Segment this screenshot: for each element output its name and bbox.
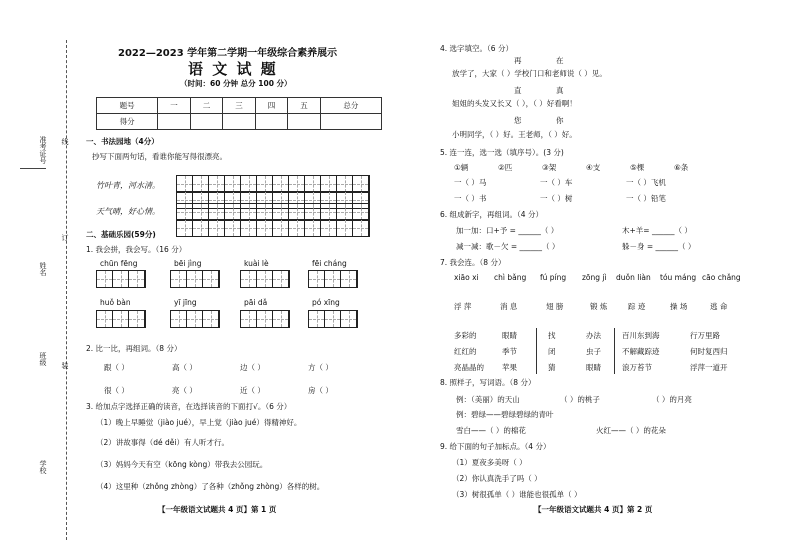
- q4-choice-2a: 直: [514, 86, 522, 95]
- exam-no-line: [20, 168, 46, 169]
- q8-blank-1: （ ）的桃子: [560, 395, 600, 404]
- q7-c3-1: 找: [548, 331, 556, 340]
- q7-pinyin-6: tóu máng: [660, 273, 697, 282]
- q4-choice-1a: 再: [514, 56, 522, 65]
- q9-item-2: （2）你认真洗手了吗（ ）: [452, 474, 542, 483]
- q9-item-3: （3）树很孤单（ ）谁能也很孤单（ ）: [452, 490, 582, 499]
- q7-c5-1: 百川东到海: [622, 331, 660, 340]
- section1-title: 一、书法园地（4分）: [86, 137, 159, 146]
- side-mark-fold: 装: [61, 362, 69, 369]
- q7-c1-3: 亮晶晶的: [454, 363, 484, 372]
- score-cell[interactable]: [255, 114, 288, 130]
- q7-pinyin-7: cāo chǎng: [702, 273, 741, 282]
- exam-title: 2022—2023 学年第二学期一年级综合素养展示: [118, 48, 338, 59]
- q4-choice-3b: 你: [556, 116, 564, 125]
- q7-c4-2: 虫子: [586, 347, 601, 356]
- q2-row1-3: 边（ ）: [240, 363, 265, 372]
- q7-word-5: 踪 迹: [628, 302, 646, 311]
- q8-blank-3: 雪白——（ ）的棉花: [456, 426, 526, 435]
- q5-option-6: ⑥条: [674, 163, 689, 172]
- score-header-5: 五: [288, 98, 321, 114]
- score-cell[interactable]: [158, 114, 191, 130]
- q5-row1-1: 一（ ）马: [454, 178, 487, 187]
- pinyin-7: pāi dǎ: [244, 298, 268, 307]
- q7-word-4: 锻 炼: [590, 302, 608, 311]
- q9-item-1: （1）夏夜多美呀（ ）: [452, 458, 527, 467]
- q8-blank-2: （ ）的月亮: [652, 395, 692, 404]
- pinyin-2: bēi jìng: [174, 259, 202, 268]
- q7-word-2: 消 息: [500, 302, 518, 311]
- answer-grid-3[interactable]: [240, 270, 290, 288]
- q4-sentence-2: 姐姐的头发又长又（ ），（ ）好看啊！: [452, 99, 577, 108]
- q2-row2-4: 房（ ）: [308, 386, 333, 395]
- q5-row2-1: 一（ ）书: [454, 194, 487, 203]
- q7-c6-1: 行万里路: [690, 331, 720, 340]
- pinyin-3: kuài lè: [244, 259, 269, 268]
- q5-row2-3: 一（ ）铅笔: [626, 194, 666, 203]
- score-row-label: 得分: [97, 114, 158, 130]
- q7-word-3: 翅 膀: [546, 302, 564, 311]
- score-cell[interactable]: [223, 114, 256, 130]
- q7-c2-2: 季节: [502, 347, 517, 356]
- q7-word-6: 操 场: [670, 302, 688, 311]
- q4-choice-1b: 在: [556, 56, 564, 65]
- side-mark-bind: 订: [61, 234, 69, 241]
- q2-row2-2: 亮（ ）: [172, 386, 197, 395]
- q4-choice-3a: 您: [514, 116, 522, 125]
- copy-line-1: 竹叶青，河水清。: [96, 181, 160, 190]
- q1-title: 1. 我会拼，我会写。（16 分）: [86, 245, 187, 254]
- section2-title: 二、基础乐园(59分): [86, 230, 156, 239]
- q6-row1-2: 木+羊= ______（ ）: [622, 226, 692, 235]
- q7-word-7: 逃 命: [710, 302, 728, 311]
- section1-instruction: 抄写下面两句话，看谁你能写得很漂亮。: [92, 152, 227, 161]
- side-label-exam-no: 准考证号: [39, 136, 47, 164]
- q2-title: 2. 比一比，再组词。（8 分）: [86, 344, 182, 353]
- pinyin-4: fēi cháng: [312, 259, 347, 268]
- q4-title: 4. 选字填空。（6 分）: [440, 44, 513, 53]
- q7-pinyin-3: fú píng: [540, 273, 567, 282]
- subject-title: 语 文 试 题: [188, 60, 278, 78]
- score-header-4: 四: [255, 98, 288, 114]
- q7-c6-2: 何时复西归: [690, 347, 728, 356]
- q9-title: 9. 给下面的句子加标点。（4 分）: [440, 442, 551, 451]
- q6-row1-1: 加一加：口+予 = ______（ ）: [456, 226, 559, 235]
- q3-title: 3. 给加点字选择正确的读音，在选择读音的下面打√。（6 分）: [86, 402, 292, 411]
- q7-c3-2: 闭: [548, 347, 556, 356]
- q5-option-5: ⑤棵: [630, 163, 645, 172]
- q8-example-2: 例：碧绿——碧绿碧绿的青叶: [456, 410, 554, 419]
- q7-pinyin-1: xiāo xi: [454, 273, 479, 282]
- answer-grid-5[interactable]: [96, 310, 146, 328]
- q5-option-3: ③架: [542, 163, 557, 172]
- q6-row2-2: 躲－身 = ______（ ）: [622, 242, 696, 251]
- pinyin-8: pó xīng: [312, 298, 340, 307]
- side-label-class: 班级: [39, 352, 47, 366]
- q7-c4-3: 眼睛: [586, 363, 601, 372]
- q8-blank-4: 火红——（ ）的花朵: [596, 426, 666, 435]
- answer-grid-4[interactable]: [308, 270, 358, 288]
- q2-row1-2: 高（ ）: [172, 363, 197, 372]
- score-cell[interactable]: [190, 114, 223, 130]
- q4-sentence-1: 放学了，大家（ ）学校门口和老师说（ ）见。: [452, 69, 607, 78]
- q7-c5-2: 不解藏踪迹: [622, 347, 660, 356]
- q6-row2-1: 减一减：歌－欠 = ______（ ）: [456, 242, 560, 251]
- score-header-total: 总分: [320, 98, 381, 114]
- q3-item-3: （3）妈妈今天有空（kōng kòng）带我去公园玩。: [96, 460, 268, 469]
- q7-pinyin-2: chì bǎng: [494, 273, 527, 282]
- q5-option-4: ④支: [586, 163, 601, 172]
- q2-row2-1: 很（ ）: [104, 386, 129, 395]
- q7-c6-3: 浮萍一道开: [690, 363, 728, 372]
- q7-c1-1: 多彩的: [454, 331, 477, 340]
- answer-grid-2[interactable]: [170, 270, 220, 288]
- q5-option-2: ②匹: [498, 163, 513, 172]
- q5-row1-3: 一（ ）飞机: [626, 178, 666, 187]
- answer-grid-8[interactable]: [308, 310, 358, 328]
- pinyin-1: chūn fēng: [100, 259, 138, 268]
- q7-c1-2: 红红的: [454, 347, 477, 356]
- answer-grid-6[interactable]: [170, 310, 220, 328]
- q7-pinyin-5: duǒn liàn: [616, 273, 651, 282]
- q5-option-1: ①辆: [454, 163, 469, 172]
- binding-line: [66, 40, 67, 540]
- q7-c5-3: 浪万苔节: [622, 363, 652, 372]
- q7-title: 7. 我会连。（8 分）: [440, 258, 506, 267]
- writing-grid-2-bottom[interactable]: [176, 219, 370, 237]
- answer-grid-7[interactable]: [240, 310, 290, 328]
- q4-choice-2b: 真: [556, 86, 564, 95]
- q3-item-1: （1）晚上早睡觉（jiào jué），早上觉（jiào jué）得精神好。: [96, 418, 302, 427]
- score-cell[interactable]: [320, 114, 381, 130]
- score-cell[interactable]: [288, 114, 321, 130]
- q3-item-4: （4）这里种（zhǒng zhòng）了各种（zhǒng zhòng）各样的树。: [96, 482, 325, 491]
- side-mark-line: 线: [61, 138, 69, 145]
- q6-title: 6. 组成新字，再组词。（4 分）: [440, 210, 543, 219]
- score-header-1: 一: [158, 98, 191, 114]
- footer-right: 【一年级语文试题共 4 页】第 2 页: [534, 505, 653, 514]
- q7-c2-3: 苹果: [502, 363, 517, 372]
- side-label-name: 姓名: [39, 262, 47, 276]
- pinyin-6: yī jīng: [174, 298, 197, 307]
- q2-row1-1: 跟（ ）: [104, 363, 129, 372]
- pinyin-5: huǒ bàn: [100, 298, 131, 307]
- q7-divider-2: [614, 328, 615, 374]
- q7-c2-1: 眼睛: [502, 331, 517, 340]
- copy-line-2: 天气晴，好心情。: [96, 207, 160, 216]
- score-header-no: 题号: [97, 98, 158, 114]
- q5-title: 5. 连一连，选一选（填序号）。(3 分): [440, 148, 564, 157]
- q5-row1-2: 一（ ）车: [540, 178, 573, 187]
- q2-row2-3: 近（ ）: [240, 386, 265, 395]
- q5-row2-2: 一（ ）树: [540, 194, 573, 203]
- q7-c3-3: 猜: [548, 363, 556, 372]
- q7-pinyin-4: zōng jì: [582, 273, 607, 282]
- score-header-3: 三: [223, 98, 256, 114]
- q3-item-2: （2）讲故事得（dé děi）有人听才行。: [96, 438, 229, 447]
- q2-row1-4: 方（ ）: [308, 363, 333, 372]
- side-label-school: 学校: [39, 460, 47, 474]
- q7-c4-1: 办法: [586, 331, 601, 340]
- time-info: （时间：60 分钟 总分 100 分）: [180, 79, 292, 88]
- q7-divider-1: [536, 328, 537, 374]
- q8-title: 8. 照样子，写词语。（8 分）: [440, 378, 536, 387]
- score-table: [96, 97, 382, 130]
- footer-left: 【一年级语文试题共 4 页】第 1 页: [158, 505, 277, 514]
- q8-example-1: 例：（美丽）的天山: [456, 395, 520, 404]
- answer-grid-1[interactable]: [96, 270, 146, 288]
- score-header-2: 二: [190, 98, 223, 114]
- q4-sentence-3: 小明同学，（ ）好。王老师，（ ）好。: [452, 130, 577, 139]
- q7-word-1: 浮 萍: [454, 302, 472, 311]
